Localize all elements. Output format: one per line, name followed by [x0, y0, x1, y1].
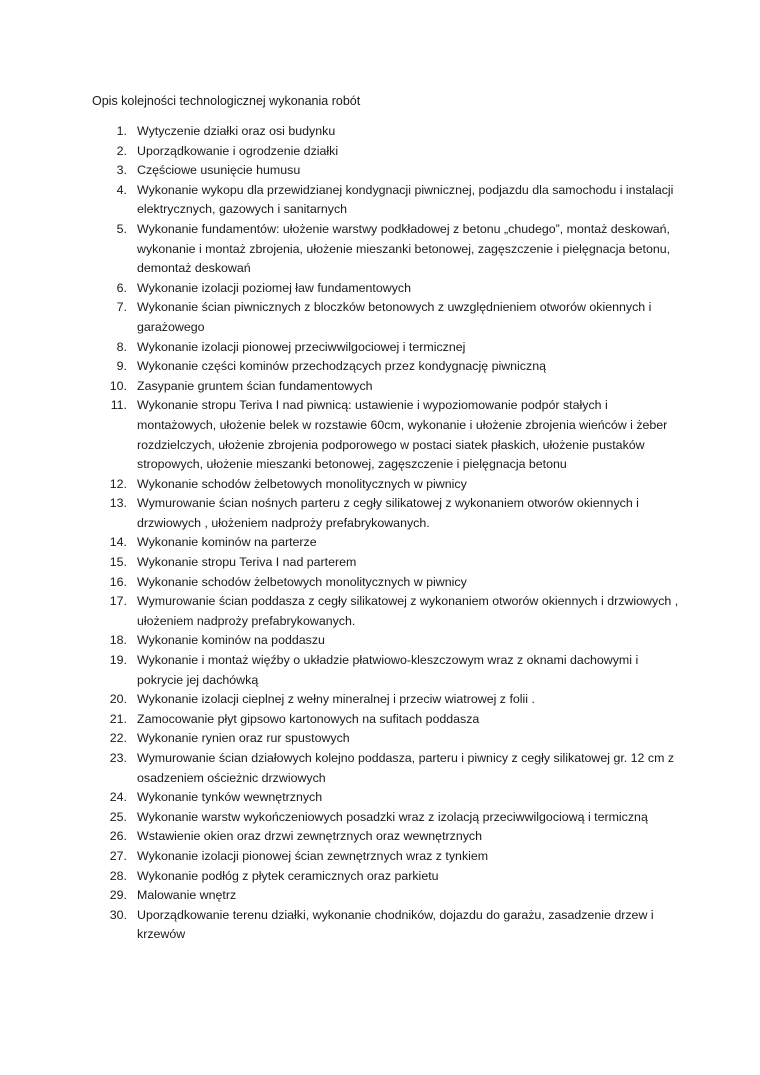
list-item: [92, 357, 682, 377]
list-item: [92, 553, 682, 573]
step-number: 14.: [109, 535, 127, 550]
list-item: [92, 475, 682, 495]
list-item: [92, 867, 682, 887]
step-text: Wykonanie ścian piwnicznych z bloczków betonowych z uwzględnieniem otworów okiennych i garażowego: [137, 300, 652, 334]
step-number: 15.: [109, 555, 127, 570]
step-number: 3.: [116, 163, 127, 178]
list-item: [92, 494, 682, 533]
step-number: 28.: [109, 868, 127, 883]
step-text: Wykonanie i montaż więźby o układzie płatwiowo-kleszczowym wraz z oknami dachowymi i pokrycie jej dachówką: [137, 653, 639, 687]
step-text: Wstawienie okien oraz drzwi zewnętrznych oraz wewnętrznych: [137, 829, 483, 844]
step-number: 24.: [109, 790, 127, 805]
list-item: [92, 729, 682, 749]
step-text: Zasypanie gruntem ścian fundamentowych: [137, 378, 373, 393]
step-text: Wykonanie izolacji poziomej ław fundamentowych: [137, 280, 411, 295]
step-text: Wykonanie izolacji pionowej ścian zewnętrznych wraz z tynkiem: [137, 848, 489, 863]
step-text: Zamocowanie płyt gipsowo kartonowych na sufitach poddasza: [137, 711, 480, 726]
step-number: 22.: [109, 731, 127, 746]
list-item: [92, 651, 682, 690]
step-number: 11.: [110, 398, 127, 413]
step-text: Wykonanie stropu Teriva I nad piwnicą: ustawienie i wypoziomowanie podpór stałych i montażowych, ułożenie belek w rozstawie 60cm, wykonanie i ułożenie zbrojenia wieńców i żeber rozdzielczych, ułożenie zbrojenia podporowego w postaci siatek płaskich, ułożenie pustaków stropowych, ułożenie mieszanki betonowej, zagęszczenie i pielęgnacja betonu: [137, 398, 668, 472]
list-item: [92, 279, 682, 299]
step-number: 12.: [109, 476, 127, 491]
step-number: 7.: [116, 300, 127, 315]
list-item: [92, 181, 682, 220]
step-text: Wykonanie schodów żelbetowych monolitycznych w piwnicy: [137, 476, 467, 491]
step-number: 1.: [116, 124, 127, 138]
step-text: Wymurowanie ścian poddasza z cegły silikatowej z wykonaniem otworów okiennych i drzwiowych , ułożeniem nadproży prefabrykowanych.: [137, 594, 679, 628]
list-item: [92, 533, 682, 553]
step-text: Wykonanie warstw wykończeniowych posadzki wraz z izolacją przeciwwilgociową i termiczną: [137, 809, 648, 824]
list-item: [92, 338, 682, 358]
step-number: 27.: [109, 848, 127, 863]
step-text: Wykonanie fundamentów: ułożenie warstwy podkładowej z betonu „chudego”, montaż deskowań, wykonanie i montaż zbrojenia, ułożenie mieszanki betonowej, zagęszczenie i pielęgnacja betonu, demontaż deskowań: [137, 221, 671, 276]
step-number: 6.: [116, 280, 127, 295]
list-item: [92, 749, 682, 788]
list-item: [92, 220, 682, 279]
step-text: Wykonanie izolacji pionowej przeciwwilgociowej i termicznej: [137, 339, 466, 354]
step-text: Malowanie wnętrz: [137, 888, 237, 903]
list-item: [92, 886, 682, 906]
step-text: Wykonanie części kominów przechodzących przez kondygnację piwniczną: [137, 359, 546, 374]
step-number: 23.: [109, 751, 127, 765]
step-number: 9.: [116, 359, 127, 374]
step-number: 16.: [109, 574, 127, 589]
list-item: [92, 396, 682, 474]
page-title: Opis kolejności technologicznej wykonania robót: [92, 94, 361, 108]
step-text: Wykonanie stropu Teriva I nad parterem: [137, 555, 357, 570]
step-text: Uporządkowanie terenu działki, wykonanie chodników, dojazdu do garażu, zasadzenie drzew i krzewów: [137, 907, 654, 942]
step-text: Wykonanie wykopu dla przewidzianej kondygnacji piwnicznej, podjazdu dla samochodu i instalacji elektrycznych, gazowych i sanitarnych: [137, 182, 674, 217]
step-number: 25.: [109, 809, 127, 824]
step-number: 13.: [109, 496, 127, 511]
list-item: [92, 808, 682, 828]
step-number: 30.: [109, 907, 127, 922]
step-text: Częściowe usunięcie humusu: [137, 163, 301, 178]
step-text: Wykonanie kominów na poddaszu: [137, 633, 325, 648]
list-item: [92, 122, 682, 142]
step-number: 4.: [116, 182, 127, 197]
step-text: Wykonanie schodów żelbetowych monolitycznych w piwnicy: [137, 574, 467, 589]
step-text: Wymurowanie ścian nośnych parteru z cegły silikatowej z wykonaniem otworów okiennych i drzwiowych , ułożeniem nadproży prefabrykowanych.: [137, 496, 639, 530]
list-item: [92, 827, 682, 847]
list-item: [92, 788, 682, 808]
step-number: 5.: [116, 221, 127, 236]
list-item: [92, 906, 682, 945]
step-text: Wykonanie tynków wewnętrznych: [137, 790, 323, 805]
list-item: [92, 161, 682, 181]
list-item: [92, 710, 682, 730]
list-item: [92, 592, 682, 631]
step-number: 21.: [109, 711, 127, 726]
list-item: [92, 690, 682, 710]
list-item: [92, 377, 682, 397]
list-item: [92, 847, 682, 867]
list-item: [92, 573, 682, 593]
step-number: 10.: [109, 378, 127, 393]
step-number: 2.: [116, 143, 127, 158]
step-number: 8.: [116, 339, 127, 354]
step-number: 17.: [109, 594, 127, 609]
step-number: 18.: [109, 633, 127, 648]
step-text: Wykonanie podłóg z płytek ceramicznych oraz parkietu: [137, 868, 439, 883]
step-text: Wykonanie rynien oraz rur spustowych: [137, 731, 350, 746]
step-text: Wymurowanie ścian działowych kolejno poddasza, parteru i piwnicy z cegły silikatowej gr. 12 cm z osadzeniem ościeżnic drzwiowych: [137, 751, 675, 785]
list-item: [92, 298, 682, 337]
list-item: [92, 142, 682, 162]
step-text: Uporządkowanie i ogrodzenie działki: [137, 143, 339, 158]
step-number: 26.: [109, 829, 127, 844]
step-number: 29.: [109, 888, 127, 903]
step-number: 19.: [109, 653, 127, 668]
steps-list: [92, 122, 682, 945]
step-text: Wykonanie izolacji cieplnej z wełny mineralnej i przeciw wiatrowej z folii .: [137, 692, 535, 707]
step-number: 20.: [109, 692, 127, 707]
list-item: [92, 631, 682, 651]
step-text: Wykonanie kominów na parterze: [137, 535, 317, 550]
step-text: Wytyczenie działki oraz osi budynku: [137, 124, 336, 138]
